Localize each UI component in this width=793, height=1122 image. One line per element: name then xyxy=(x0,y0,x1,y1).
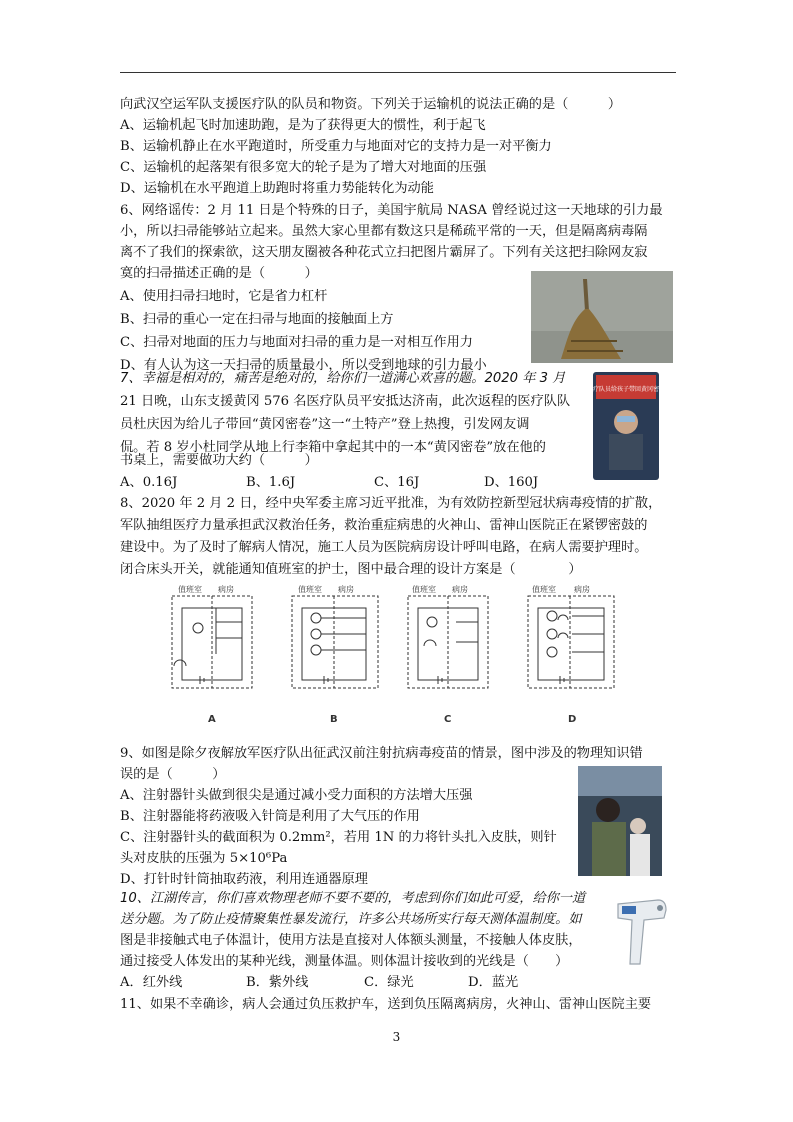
q9-line-1: 9、如图是除夕夜解放军医疗队出征武汉前注射抗病毒疫苗的情景，图中涉及的物理知识错 xyxy=(120,746,643,761)
q7-option-a: A、0.16J xyxy=(120,475,178,490)
q9-option-c: C、注射器针头的截面积为 0.2mm²，若用 1N 的力将针头扎入皮肤，则针 xyxy=(120,830,557,845)
q6-line-1: 6、网络谣传：2 月 11 日是个特殊的日子，美国宇航局 NASA 曾经说过这一天地球的引力最 xyxy=(120,203,663,218)
circuit-b xyxy=(292,584,378,725)
broom-photo xyxy=(531,271,673,363)
q9-option-b: B、注射器能将药液吸入针筒是利用了大气压的作用 xyxy=(120,809,420,824)
q6-option-a: A、使用扫帚扫地时，它是省力杠杆 xyxy=(120,289,328,304)
circuit-a-ward-label: 病房 xyxy=(218,585,234,594)
q8-line-4: 闭合床头开关，就能通知值班室的护士，图中最合理的设计方案是（ ） xyxy=(120,562,582,577)
q5-option-d: D、运输机在水平跑道上助跑时将重力势能转化为动能 xyxy=(120,181,434,196)
q6-line-3: 离不了我们的探索欲，这天朋友圈被各种花式立扫把图片霸屏了。下列有关这把扫除网友寂 xyxy=(120,245,648,260)
header-rule xyxy=(120,72,676,73)
q6-option-d: D、有人认为这一天扫帚的质量最小，所以受到地球的引力最小 xyxy=(120,358,487,373)
q9-option-c-cont: 头对皮肤的压强为 5×10⁶Pa xyxy=(120,851,288,866)
q9-option-a: A、注射器针头做到很尖是通过减小受力面积的方法增大压强 xyxy=(120,788,473,803)
q10-line-1: 10、江湖传言，你们喜欢物理老师不要不要的，考虑到你们如此可爱，给你一道 xyxy=(120,891,586,906)
q9-option-d: D、打针时针筒抽取药液，利用连通器原理 xyxy=(120,872,368,887)
q5-option-b: B、运输机静止在水平跑道时，所受重力与地面对它的支持力是一对平衡力 xyxy=(120,139,552,154)
q7-option-c: C、16J xyxy=(374,475,420,490)
q5-option-a: A、运输机起飞时加速助跑，是为了获得更大的惯性，利于起飞 xyxy=(120,118,486,133)
circuit-d-duty-label: 值班室 xyxy=(532,585,556,594)
q5-stem: 向武汉空运军队支援医疗队的队员和物资。下列关于运输机的说法正确的是（ ） xyxy=(120,97,622,112)
q11-line-1: 11、如果不幸确诊，病人会通过负压救护车，送到负压隔离病房，火神山、雷神山医院主要 xyxy=(120,997,652,1012)
q7-option-d: D、160J xyxy=(484,475,539,490)
circuit-c-duty-label: 值班室 xyxy=(412,585,436,594)
q6-option-b: B、扫帚的重心一定在扫帚与地面的接触面上方 xyxy=(120,312,394,327)
circuit-d-ward-label: 病房 xyxy=(574,585,590,594)
circuit-b-label: B xyxy=(330,714,338,725)
q7-line-4: 侃。若 8 岁小杜同学从地上行李箱中拿起其中的一本“黄冈密卷”放在他的 xyxy=(120,440,546,455)
circuit-c-label: C xyxy=(444,714,452,725)
page-number: 3 xyxy=(392,1030,401,1044)
q10-option-a: A．红外线 xyxy=(120,975,183,990)
q7-line-3: 员杜庆因为给儿子带回“黄冈密卷”这一“土特产”登上热搜，引发网友调 xyxy=(120,417,530,432)
q6-option-c: C、扫帚对地面的压力与地面对扫帚的重力是一对相互作用力 xyxy=(120,335,473,350)
q7-line-1: 7、幸福是相对的，痛苦是绝对的，给你们一道满心欢喜的题。2020 年 3 月 xyxy=(120,371,566,386)
q5-option-c: C、运输机的起落架有很多宽大的轮子是为了增大对地面的压强 xyxy=(120,160,487,175)
q8-line-2: 军队抽组医疗力量承担武汉救治任务，救治重症病患的火神山、雷神山医院正在紧锣密鼓的 xyxy=(120,518,648,533)
q7-option-b: B、1.6J xyxy=(246,475,296,490)
circuit-a xyxy=(172,584,252,725)
q6-line-4: 寞的扫帚描述正确的是（ ） xyxy=(120,266,318,281)
circuit-d xyxy=(528,584,614,725)
q9-line-2: 误的是（ ） xyxy=(120,767,226,782)
circuit-d-label: D xyxy=(568,714,577,725)
q7-line-2: 21 日晚，山东支援黄冈 576 名医疗队员平安抵达济南，此次返程的医疗队队 xyxy=(120,394,571,409)
q10-option-c: C．绿光 xyxy=(364,975,414,990)
q8-line-3: 建设中。为了及时了解病人情况，施工人员为医院病房设计呼叫电路，在病人需要护理时。 xyxy=(120,540,648,555)
q10-option-d: D．蓝光 xyxy=(468,975,519,990)
circuit-b-ward-label: 病房 xyxy=(338,585,354,594)
q10-option-b: B．紫外线 xyxy=(246,975,309,990)
circuit-diagrams xyxy=(150,582,650,728)
thermometer-gun-icon xyxy=(610,894,670,970)
q10-line-4: 通过接受人体发出的某种光线，测量体温。则体温计接收到的光线是（ ） xyxy=(120,954,569,969)
circuit-c xyxy=(408,584,488,725)
q6-line-2: 小，所以扫帚能够站立起来。虽然大家心里都有数这只是稀疏平常的一天，但是隔离病毒隔 xyxy=(120,224,648,239)
q10-line-2: 送分题。为了防止疫情聚集性暴发流行，许多公共场所实行每天测体温制度。如 xyxy=(120,912,582,927)
circuit-a-duty-label: 值班室 xyxy=(178,585,202,594)
q10-line-3: 图是非接触式电子体温计，使用方法是直接对人体额头测量，不接触人体皮肤， xyxy=(120,933,582,948)
vaccination-photo xyxy=(578,766,662,876)
circuit-c-ward-label: 病房 xyxy=(452,585,468,594)
news-phone-photo xyxy=(586,372,666,480)
circuit-b-duty-label: 值班室 xyxy=(298,585,322,594)
news-phone-caption: 医疗队员给孩子带回黄冈密卷 xyxy=(586,386,666,393)
q8-line-1: 8、2020 年 2 月 2 日，经中央军委主席习近平批准，为有效防控新型冠状病毒疫情的扩散， xyxy=(120,496,662,511)
q7-line-5: 书桌上，需要做功大约（ ） xyxy=(120,453,318,468)
circuit-a-label: A xyxy=(208,714,216,725)
